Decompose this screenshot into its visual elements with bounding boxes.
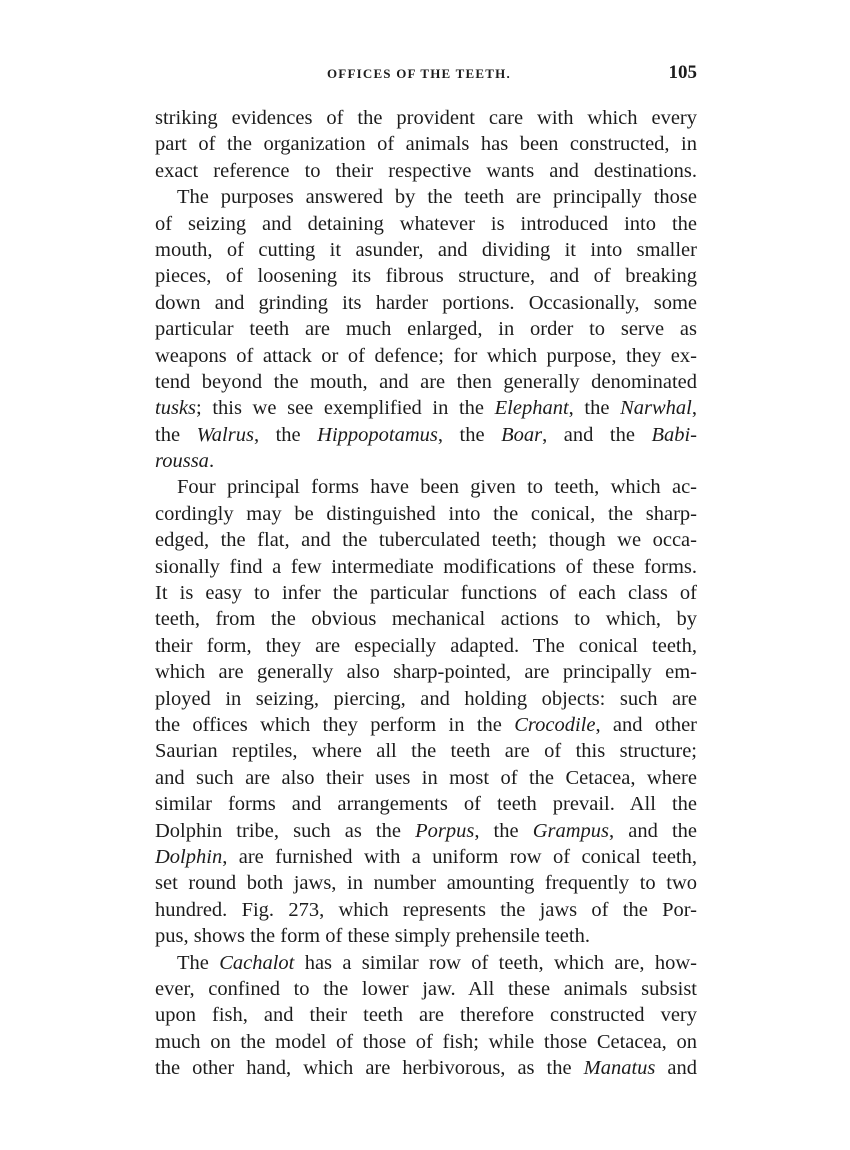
text-line: teeth, from the obvious mechanical actions to which, by	[155, 608, 697, 631]
text-line: the offices which they perform in the Crocodile, and other	[155, 713, 697, 736]
text-line: It is easy to infer the particular functions of each class of	[155, 582, 697, 605]
text-line: the Walrus, the Hippopotamus, the Boar, and the Babi-	[155, 423, 697, 446]
text-line: ever, confined to the lower jaw. All these animals subsist	[155, 977, 697, 1000]
text-line: tusks; this we see exemplified in the Elephant, the Narwhal,	[155, 397, 697, 420]
text-line: hundred. Fig. 273, which represents the jaws of the Por-	[155, 898, 697, 921]
text-line: Dolphin tribe, such as the Porpus, the Grampus, and the	[155, 819, 697, 842]
text-line: ployed in seizing, piercing, and holding objects: such are	[155, 687, 697, 710]
text-line: particular teeth are much enlarged, in order to serve as	[155, 318, 697, 341]
text-line: striking evidences of the provident care with which every	[155, 107, 697, 129]
text-line: The Cachalot has a similar row of teeth, which are, how-	[177, 951, 697, 974]
text-line: part of the organization of animals has been constructed, in	[155, 133, 697, 156]
body-text	[155, 105, 697, 1081]
text-line: weapons of attack or of defence; for which purpose, they ex-	[155, 344, 697, 367]
text-line: pieces, of loosening its fibrous structure, and of breaking	[155, 265, 697, 288]
text-line: and such are also their uses in most of the Cetacea, where	[155, 766, 697, 789]
text-line: much on the model of those of fish; while those Cetacea, on	[155, 1030, 697, 1053]
text-line: exact reference to their respective wants and destinations.	[155, 159, 697, 182]
text-line: tend beyond the mouth, and are then generally denominated	[155, 370, 697, 393]
text-line: edged, the flat, and the tuberculated teeth; though we occa-	[155, 529, 697, 552]
text-line: the other hand, which are herbivorous, as the Manatus and	[155, 1057, 697, 1080]
paragraph	[155, 474, 697, 949]
text-line: The purposes answered by the teeth are principally those	[177, 186, 697, 209]
text-line: sionally find a few intermediate modifications of these forms.	[155, 555, 697, 578]
text-line: of seizing and detaining whatever is introduced into the	[155, 212, 697, 235]
paragraph	[155, 950, 697, 1082]
text-line: mouth, of cutting it asunder, and dividing it into smaller	[155, 238, 697, 261]
text-line: similar forms and arrangements of teeth prevail. All the	[155, 793, 697, 816]
paragraph	[155, 105, 697, 184]
paragraph	[155, 184, 697, 474]
page-number: 105	[668, 62, 697, 83]
text-line: cordingly may be distinguished into the conical, the sharp-	[155, 502, 697, 525]
running-head	[155, 62, 697, 92]
text-line: Four principal forms have been given to teeth, which ac-	[177, 476, 697, 499]
text-line: their form, they are especially adapted. The conical teeth,	[155, 634, 697, 657]
text-line: roussa.	[155, 450, 215, 473]
text-line: which are generally also sharp-pointed, are principally em-	[155, 661, 697, 684]
text-line: Dolphin, are furnished with a uniform row of conical teeth,	[155, 845, 697, 868]
text-line: upon fish, and their teeth are therefore constructed very	[155, 1004, 697, 1027]
text-line: down and grinding its harder portions. Occasionally, some	[155, 291, 697, 314]
text-line: pus, shows the form of these simply prehensile teeth.	[155, 925, 590, 948]
text-line: set round both jaws, in number amounting frequently to two	[155, 872, 697, 895]
running-title: OFFICES OF THE TEETH.	[327, 66, 511, 81]
text-line: Saurian reptiles, where all the teeth are of this structure;	[155, 740, 697, 763]
